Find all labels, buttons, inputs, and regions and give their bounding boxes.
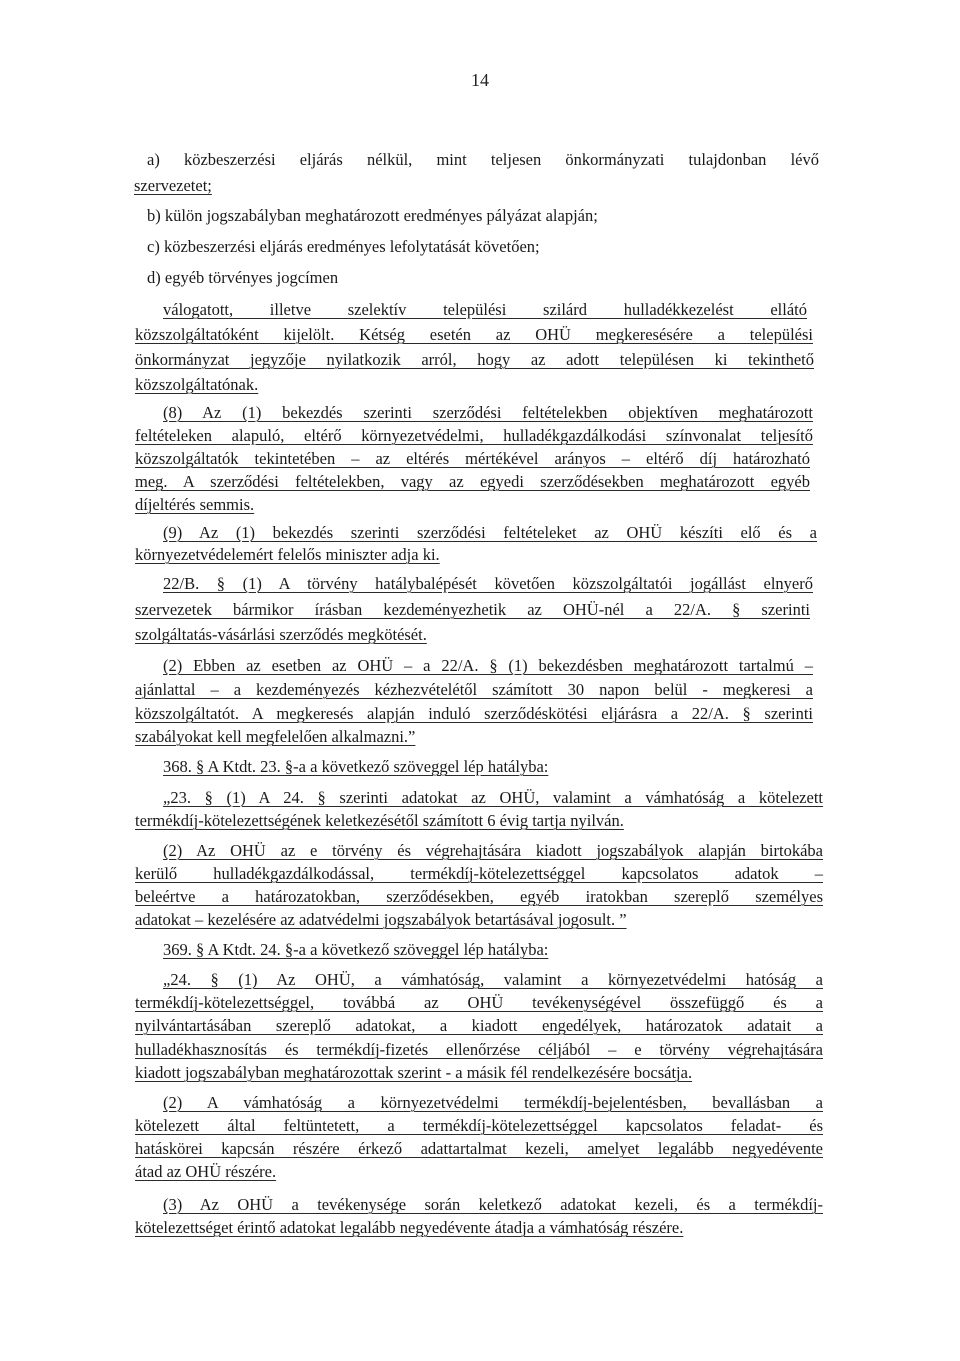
- text-line: termékdíj-kötelezettséggel, továbbá az OHÜ tevékenységével összefüggő és a: [135, 993, 823, 1012]
- text-line: kerülő hulladékgazdálkodással, termékdíj-kötelezettséggel kapcsolatos adatok –: [135, 864, 823, 883]
- text-line: (2) A vámhatóság a környezetvédelmi termékdíj-bejelentésben, bevallásban a: [163, 1093, 823, 1112]
- text-line: kiadott jogszabályban meghatározottak szerint - a másik fél rendelkezésére bocsátja.: [135, 1063, 693, 1082]
- text-line: adatokat – kezelésére az adatvédelmi jogszabályok betartásával jogosult. ”: [135, 910, 627, 929]
- text-line: közszolgáltatónak.: [135, 375, 259, 394]
- text-line: a) közbeszerzési eljárás nélkül, mint teljesen önkormányzati tulajdonban lévő: [147, 150, 819, 169]
- text-line: beleértve a határozatokban, szerződésekben, egyéb iratokban szereplő személyes: [135, 887, 823, 906]
- text-line: nyilvántartásában szereplő adatokat, a kiadott engedélyek, határozatok adatait a: [135, 1016, 823, 1035]
- text-line: „24. § (1) Az OHÜ, a vámhatóság, valamint a környezetvédelmi hatóság a: [163, 970, 823, 989]
- text-line: ajánlattal – a kezdeményezés kézhezvételétől számított 30 napon belül - megkeresi a: [135, 680, 813, 699]
- text-line: 22/B. § (1) A törvény hatálybalépését követően közszolgáltatói jogállást elnyerő: [163, 574, 813, 593]
- text-line: feltételeken alapuló, eltérő környezetvédelmi, hulladékgazdálkodási színvonalat teljesítő: [135, 426, 813, 445]
- text-line: közszolgáltatóként kijelölt. Kétség esetén az OHÜ megkeresésére a települési: [135, 325, 813, 344]
- text-line: (9) Az (1) bekezdés szerinti szerződési feltételeket az OHÜ készíti elő és a: [163, 523, 817, 542]
- text-line: válogatott, illetve szelektív települési szilárd hulladékkezelést ellátó: [163, 300, 807, 319]
- text-line: közszolgáltatók tekintetében – az eltérés mértékével arányos – eltérő díj határozható: [135, 449, 810, 468]
- text-line: meg. A szerződési feltételekben, vagy az egyedi szerződésekben meghatározott egyéb: [135, 472, 810, 491]
- text-line: szabályokat kell megfelelően alkalmazni.”: [135, 727, 416, 746]
- text-line: szervezetet;: [134, 176, 212, 195]
- text-line: b) külön jogszabályban meghatározott eredményes pályázat alapján;: [147, 206, 598, 225]
- text-line: környezetvédelemért felelős miniszter adja ki.: [135, 545, 440, 564]
- page-number: 14: [471, 70, 489, 90]
- text-line: hatáskörei kapcsán részére érkező adattartalmat kezeli, amelyet legalább negyedévente: [135, 1139, 823, 1158]
- text-line: szervezetek bármikor írásban kezdeményezhetik az OHÜ-nél a 22/A. § szerinti: [135, 600, 810, 619]
- text-line: d) egyéb törvényes jogcímen: [147, 268, 339, 287]
- text-line: „23. § (1) A 24. § szerinti adatokat az OHÜ, valamint a vámhatóság a kötelezett: [163, 788, 823, 807]
- text-line: kötelezett által feltüntetett, a termékdíj-kötelezettséggel kapcsolatos feladat- és: [135, 1116, 823, 1135]
- text-line: kötelezettséget érintő adatokat legalább negyedévente átadja a vámhatóság részére.: [135, 1218, 684, 1237]
- text-line: (3) Az OHÜ a tevékenysége során keletkező adatokat kezeli, és a termékdíj-: [163, 1195, 823, 1214]
- text-line: (2) Ebben az esetben az OHÜ – a 22/A. § (1) bekezdésben meghatározott tartalmú –: [163, 656, 813, 675]
- text-line: (8) Az (1) bekezdés szerinti szerződési feltételekben objektíven meghatározott: [163, 403, 813, 422]
- text-line: díjeltérés semmis.: [135, 495, 255, 514]
- text-line: közszolgáltatót. A megkeresés alapján induló szerződéskötési eljárásra a 22/A. § szerinti: [135, 704, 813, 723]
- text-line: önkormányzat jegyzője nyilatkozik arról, hogy az adott településen ki tekinthető: [135, 350, 814, 369]
- text-line: (2) Az OHÜ az e törvény és végrehajtására kiadott jogszabályok alapján birtokába: [163, 841, 823, 860]
- text-line: 369. § A Ktdt. 24. §-a a következő szöveggel lép hatályba:: [163, 940, 549, 959]
- text-line: hulladékhasznosítás és termékdíj-fizetés ellenőrzése céljából – e törvény végrehajtására: [135, 1040, 823, 1059]
- text-line: c) közbeszerzési eljárás eredményes lefolytatását követően;: [147, 237, 540, 256]
- text-line: átad az OHÜ részére.: [135, 1162, 277, 1181]
- text-line: szolgáltatás-vásárlási szerződés megkötését.: [135, 625, 427, 644]
- text-line: 368. § A Ktdt. 23. §-a a következő szöveggel lép hatályba:: [163, 757, 549, 776]
- text-line: termékdíj-kötelezettségének keletkezésétől számított 6 évig tartja nyilván.: [135, 811, 624, 830]
